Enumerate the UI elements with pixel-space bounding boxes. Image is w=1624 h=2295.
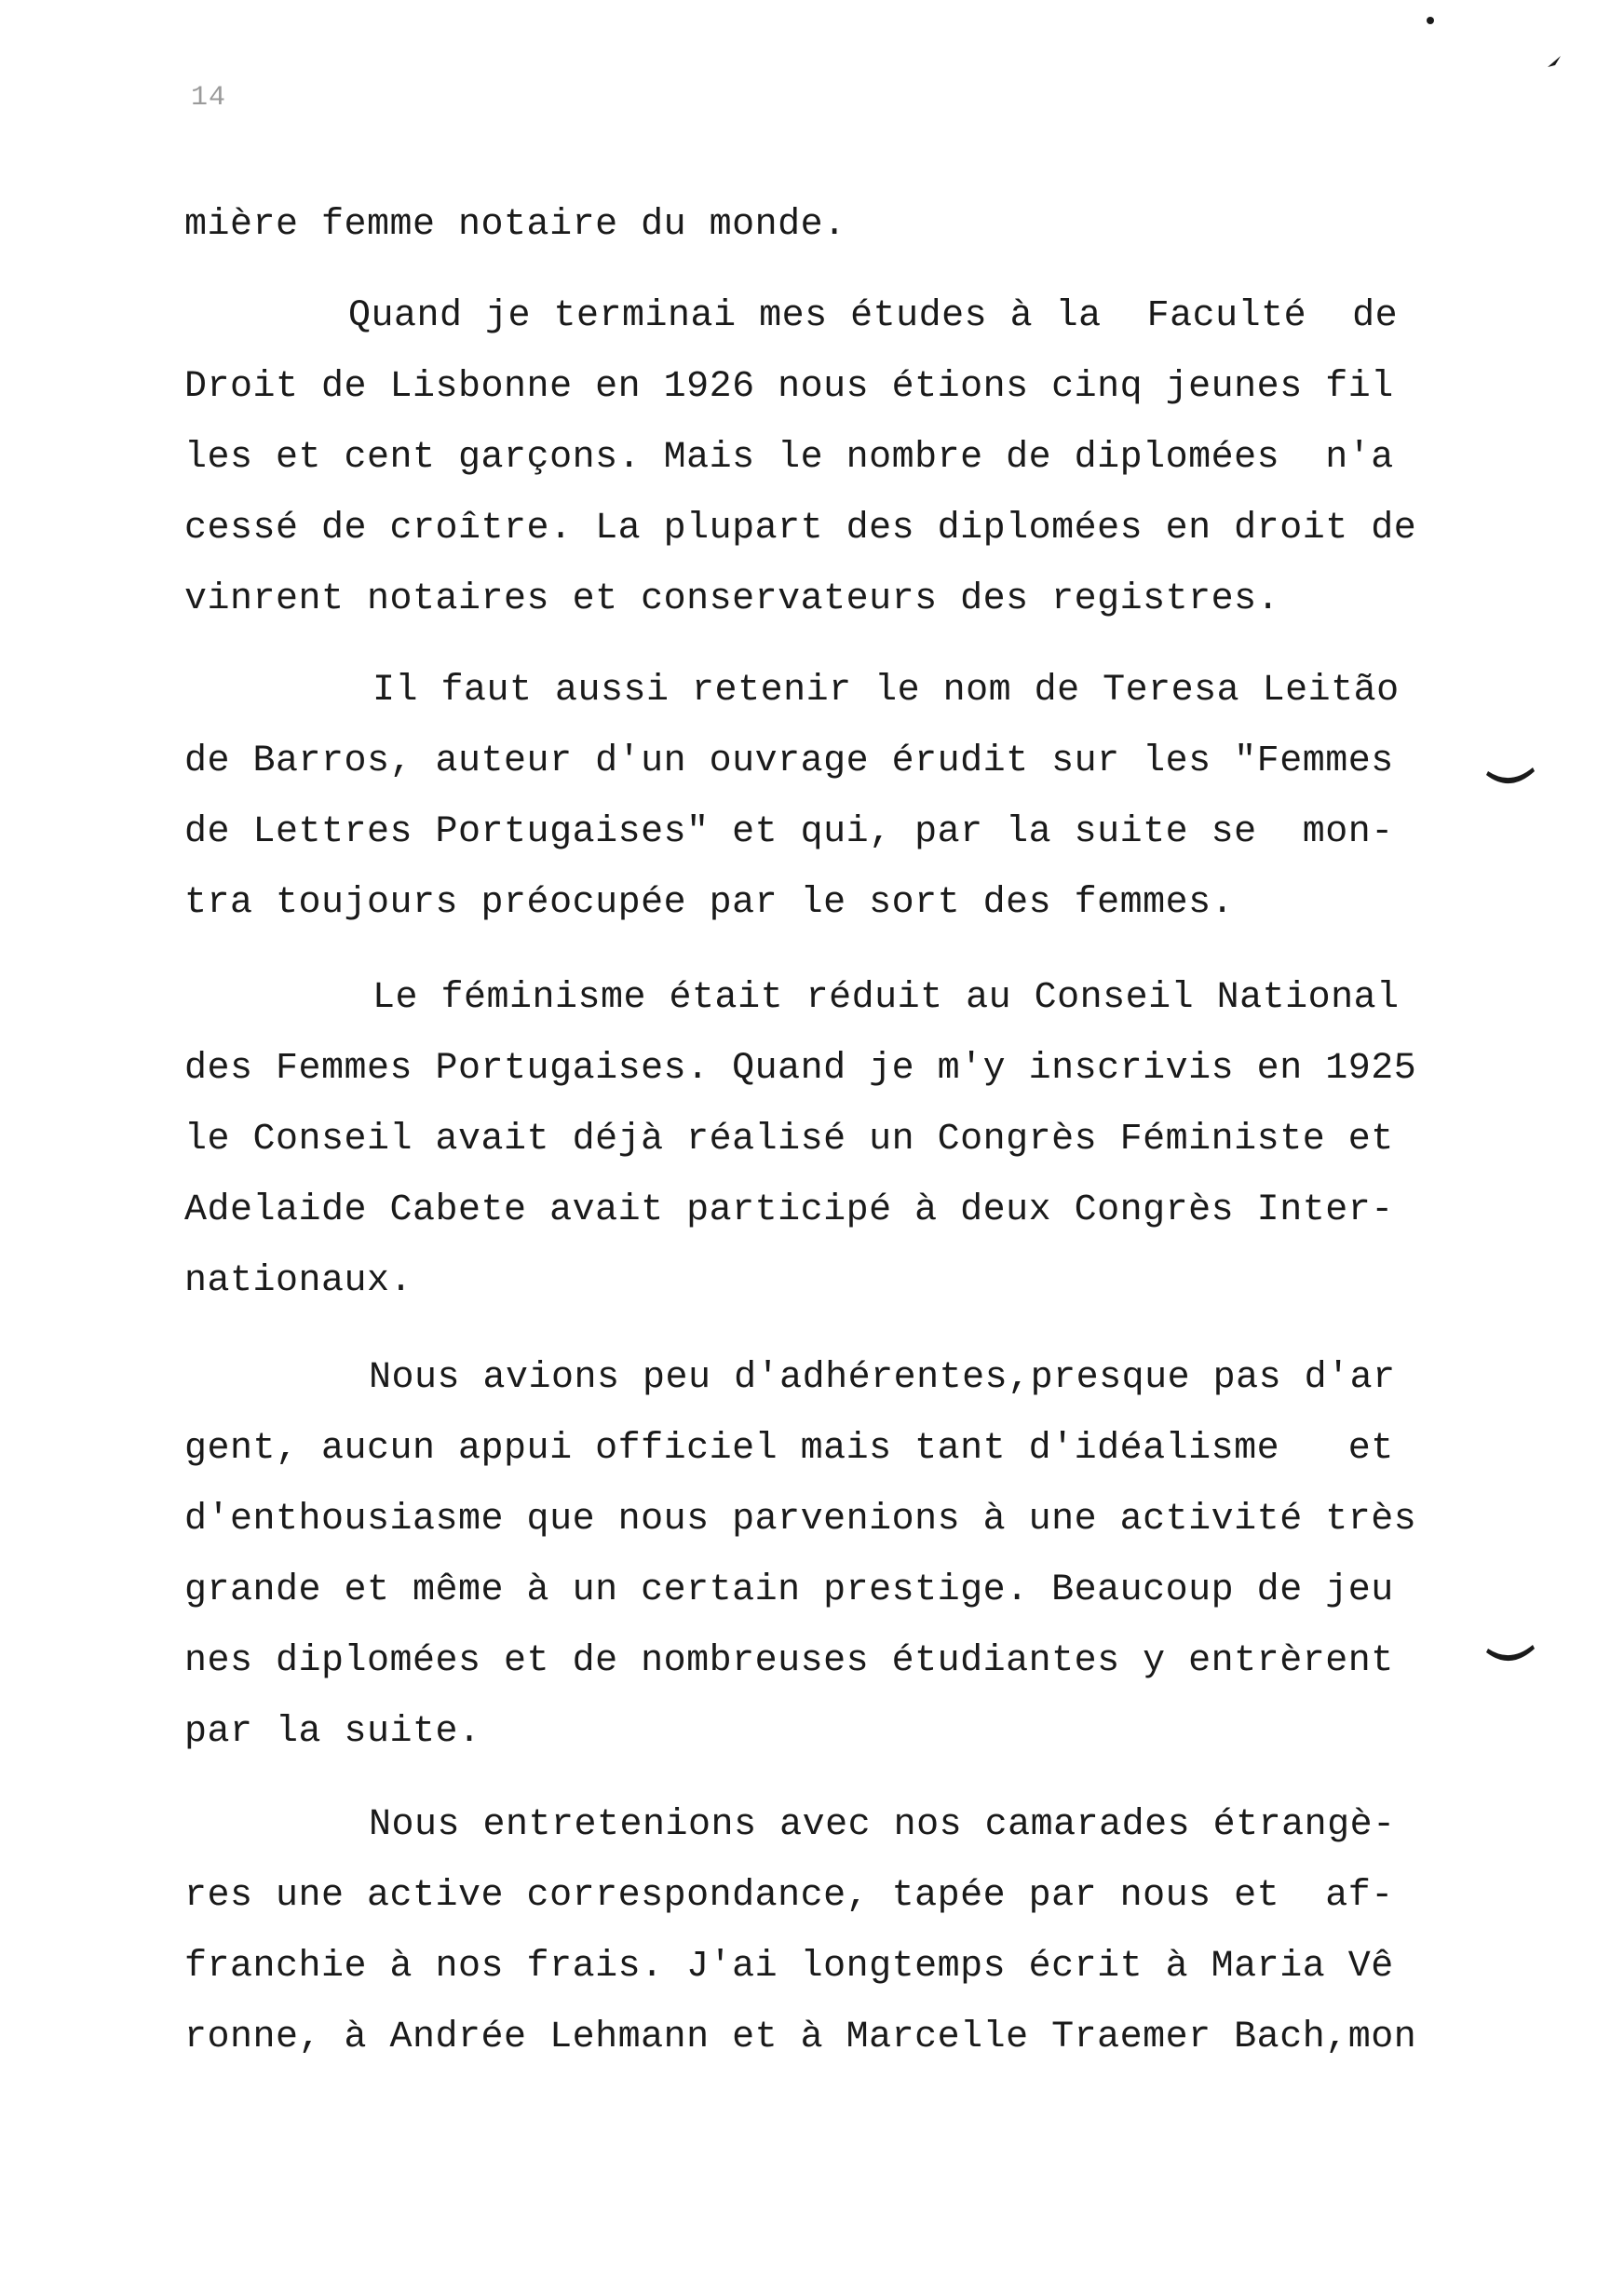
text-line: Quand je terminai mes études à la Faculté de [348,295,1399,337]
text-line: tra toujours préocupée par le sort des femmes. [184,882,1235,924]
text-line: ronne, à Andrée Lehmann et à Marcelle Traemer Bach,mon [184,2017,1417,2058]
text-line: par la suite. [184,1711,481,1753]
text-line: le Conseil avait déjà réalisé un Congrès Féministe et [184,1119,1394,1161]
text-line: Droit de Lisbonne en 1926 nous étions cinq jeunes fil [184,366,1394,408]
punch-hole-mark [1482,762,1538,799]
scan-arrow-mark [1544,50,1564,71]
text-line: cessé de croître. La plupart des diplomées en droit de [184,508,1417,550]
text-line: nes diplomées et de nombreuses étudiantes y entrèrent [184,1640,1394,1682]
text-line: mière femme notaire du monde. [184,204,846,246]
text-line: vinrent notaires et conservateurs des registres. [184,578,1280,620]
text-line: nationaux. [184,1260,413,1302]
text-line: Nous avions peu d'adhérentes,presque pas d'ar [369,1357,1396,1399]
text-line: Adelaide Cabete avait participé à deux Congrès Inter- [184,1189,1394,1231]
text-line: res une active correspondance, tapée par nous et af- [184,1875,1394,1917]
text-line: grande et même à un certain prestige. Beaucoup de jeu [184,1569,1394,1611]
text-line: de Barros, auteur d'un ouvrage érudit sur les "Femmes [184,740,1394,782]
text-line: Nous entretenions avec nos camarades étrangè- [369,1804,1396,1846]
text-line: de Lettres Portugaises" et qui, par la suite se mon- [184,811,1394,853]
text-line: d'enthousiasme que nous parvenions à une activité très [184,1499,1417,1541]
text-line: franchie à nos frais. J'ai longtemps écrit à Maria Vê [184,1946,1394,1988]
scan-dot-mark [1423,13,1438,28]
text-line: des Femmes Portugaises. Quand je m'y inscrivis en 1925 [184,1048,1417,1090]
punch-hole-mark [1482,1639,1538,1677]
text-line: Le féminisme était réduit au Conseil National [372,977,1400,1019]
text-line: Il faut aussi retenir le nom de Teresa Leitão [372,670,1400,712]
page-number: 14 [191,82,227,114]
text-line: les et cent garçons. Mais le nombre de diplomées n'a [184,437,1394,479]
text-line: gent, aucun appui officiel mais tant d'idéalisme et [184,1428,1394,1470]
